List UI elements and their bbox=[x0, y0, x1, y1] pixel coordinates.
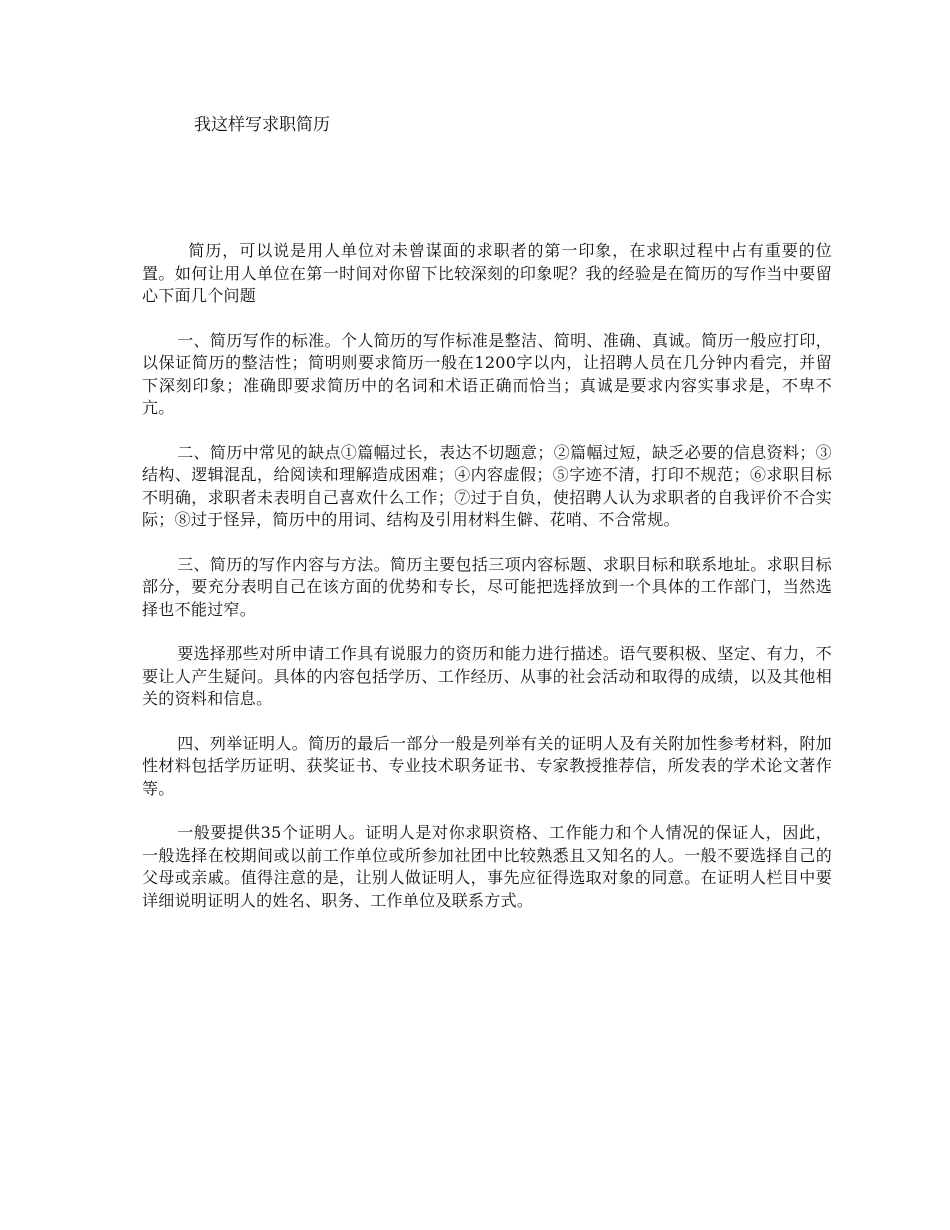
document-body bbox=[142, 240, 832, 934]
paragraph-common-flaws: 二、简历中常见的缺点①篇幅过长，表达不切题意；②篇幅过短，缺乏必要的信息资料；③结构、逻辑混乱，给阅读和理解造成困难；④内容虚假；⑤字迹不清，打印不规范；⑥求职目标不明确，求职者未表明自己喜欢什么工作；⑦过于自负，使招聘人认为求职者的自我评价不合实际；⑧过于怪异，简历中的用词、结构及引用材料生僻、花哨、不合常规。 bbox=[142, 442, 832, 529]
paragraph-writing-standards: 一、简历写作的标准。个人简历的写作标准是整洁、简明、准确、真诚。简历一般应打印，以保证简历的整洁性；简明则要求简历一般在1200字以内，让招聘人员在几分钟内看完，并留下深刻印象；准确即要求简历中的名词和术语正确而恰当；真诚是要求内容实事求是，不卑不亢。 bbox=[142, 330, 832, 417]
paragraph-content-and-method: 三、简历的写作内容与方法。简历主要包括三项内容标题、求职目标和联系地址。求职目标部分，要充分表明自己在该方面的优势和专长，尽可能把选择放到一个具体的工作部门，当然选择也不能过窄。 bbox=[142, 554, 832, 619]
paragraph-references: 四、列举证明人。简历的最后一部分一般是列举有关的证明人及有关附加性参考材料，附加性材料包括学历证明、获奖证书、专业技术职务证书、专家教授推荐信，所发表的学术论文著作等。 bbox=[142, 733, 832, 798]
paragraph-reference-details: 一般要提供35个证明人。证明人是对你求职资格、工作能力和个人情况的保证人，因此，一般选择在校期间或以前工作单位或所参加社团中比较熟悉且又知名的人。一般不要选择自己的父母或亲戚。值得注意的是，让别人做证明人，事先应征得选取对象的同意。在证明人栏目中要详细说明证明人的姓名、职务、工作单位及联系方式。 bbox=[142, 823, 832, 910]
paragraph-intro: 简历，可以说是用人单位对未曾谋面的求职者的第一印象，在求职过程中占有重要的位置。如何让用人单位在第一时间对你留下比较深刻的印象呢？我的经验是在简历的写作当中要留心下面几个问题 bbox=[142, 241, 832, 305]
document-title: 我这样写求职简历 bbox=[194, 115, 330, 135]
paragraph-qualifications: 要选择那些对所申请工作具有说服力的资历和能力进行描述。语气要积极、坚定、有力，不要让人产生疑问。具体的内容包括学历、工作经历、从事的社会活动和取得的成绩，以及其他相关的资料和信息。 bbox=[142, 644, 832, 708]
